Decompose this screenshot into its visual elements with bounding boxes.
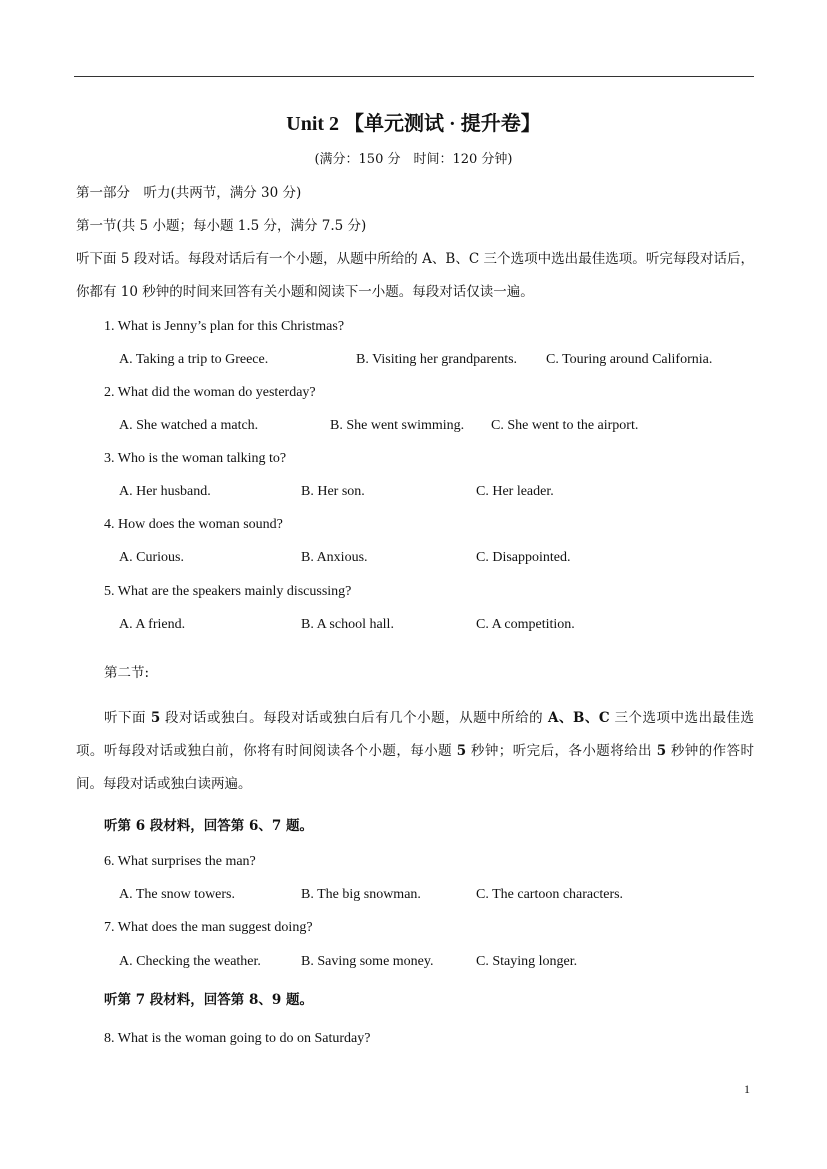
instructions-number: 5 xyxy=(150,710,161,726)
question-2-option-b: B. She went swimming. xyxy=(330,418,465,433)
question-5-option-b: B. A school hall. xyxy=(301,617,394,632)
question-3-option-c: C. Her leader. xyxy=(476,484,554,499)
part1-heading: 第一部分 听力(共两节，满分 30 分) xyxy=(76,185,302,201)
question-2-option-a: A. She watched a match. xyxy=(119,418,259,433)
question-3-option-a: A. Her husband. xyxy=(119,484,211,499)
exam-info: (满分：150 分 时间：120 分钟) xyxy=(314,152,513,167)
instructions-text: 秒钟；听完后，各小题将给出 xyxy=(466,743,657,759)
section2-instructions xyxy=(76,702,754,801)
question-8: 8. What is the woman going to do on Saturday? xyxy=(104,1031,371,1046)
instructions-text: 段对话或独白。每段对话或独白后有几个小题，从题中所给的 xyxy=(160,710,548,726)
question-1-option-c: C. Touring around California. xyxy=(546,352,713,367)
question-6-option-c: C. The cartoon characters. xyxy=(476,887,624,902)
question-1-option-b: B. Visiting her grandparents. xyxy=(356,352,518,367)
instructions-options: A、B、C xyxy=(547,710,610,726)
instructions-number: 5 xyxy=(456,743,467,759)
material-7-heading: 听第 7 段材料，回答第 8、9 题。 xyxy=(104,992,313,1008)
instructions-text: 听下面 xyxy=(104,710,151,726)
section1-instructions: 听下面 5 段对话。每段对话后有一个小题，从题中所给的 A、B、C 三个选项中选出最佳选项。听完每段对话后，你都有 10 秒钟的时间来回答有关小题和阅读下一小题。每段对话仅读一遍。 xyxy=(76,251,754,300)
section1-heading: 第一节(共 5 小题；每小题 1.5 分，满分 7.5 分) xyxy=(76,218,367,234)
question-7: 7. What does the man suggest doing? xyxy=(104,920,313,935)
question-4-option-a: A. Curious. xyxy=(119,550,184,565)
question-4-option-c: C. Disappointed. xyxy=(476,550,571,565)
instructions-text: 三个选项中选出最佳选项。听每段对话或独白前，你将有时间阅读各个小题，每小题 xyxy=(76,710,754,759)
question-5-option-c: C. A competition. xyxy=(476,617,575,632)
question-3: 3. Who is the woman talking to? xyxy=(104,451,287,466)
question-6-option-b: B. The big snowman. xyxy=(301,887,421,902)
question-7-option-a: A. Checking the weather. xyxy=(119,954,261,969)
question-7-option-c: C. Staying longer. xyxy=(476,954,578,969)
question-7-option-b: B. Saving some money. xyxy=(301,954,434,969)
page-title: Unit 2 【单元测试 · 提升卷】 xyxy=(286,113,541,135)
question-5: 5. What are the speakers mainly discussing? xyxy=(104,584,352,599)
section2-heading: 第二节: xyxy=(104,665,150,681)
question-2-option-c: C. She went to the airport. xyxy=(491,418,639,433)
header-rule xyxy=(74,76,754,77)
question-6-option-a: A. The snow towers. xyxy=(119,887,236,902)
instructions-number: 5 xyxy=(656,743,667,759)
question-1: 1. What is Jenny’s plan for this Christmas? xyxy=(104,319,345,334)
material-6-heading: 听第 6 段材料，回答第 6、7 题。 xyxy=(104,818,313,834)
question-4: 4. How does the woman sound? xyxy=(104,517,283,532)
question-4-option-b: B. Anxious. xyxy=(301,550,368,565)
question-2: 2. What did the woman do yesterday? xyxy=(104,385,316,400)
question-1-option-a: A. Taking a trip to Greece. xyxy=(119,352,269,367)
question-5-option-a: A. A friend. xyxy=(119,617,186,632)
page-number: 1 xyxy=(744,1082,750,1096)
instructions-text: 秒钟的作答时间。每段对话或独白读两遍。 xyxy=(76,743,754,792)
question-6: 6. What surprises the man? xyxy=(104,854,256,869)
question-3-option-b: B. Her son. xyxy=(301,484,365,499)
